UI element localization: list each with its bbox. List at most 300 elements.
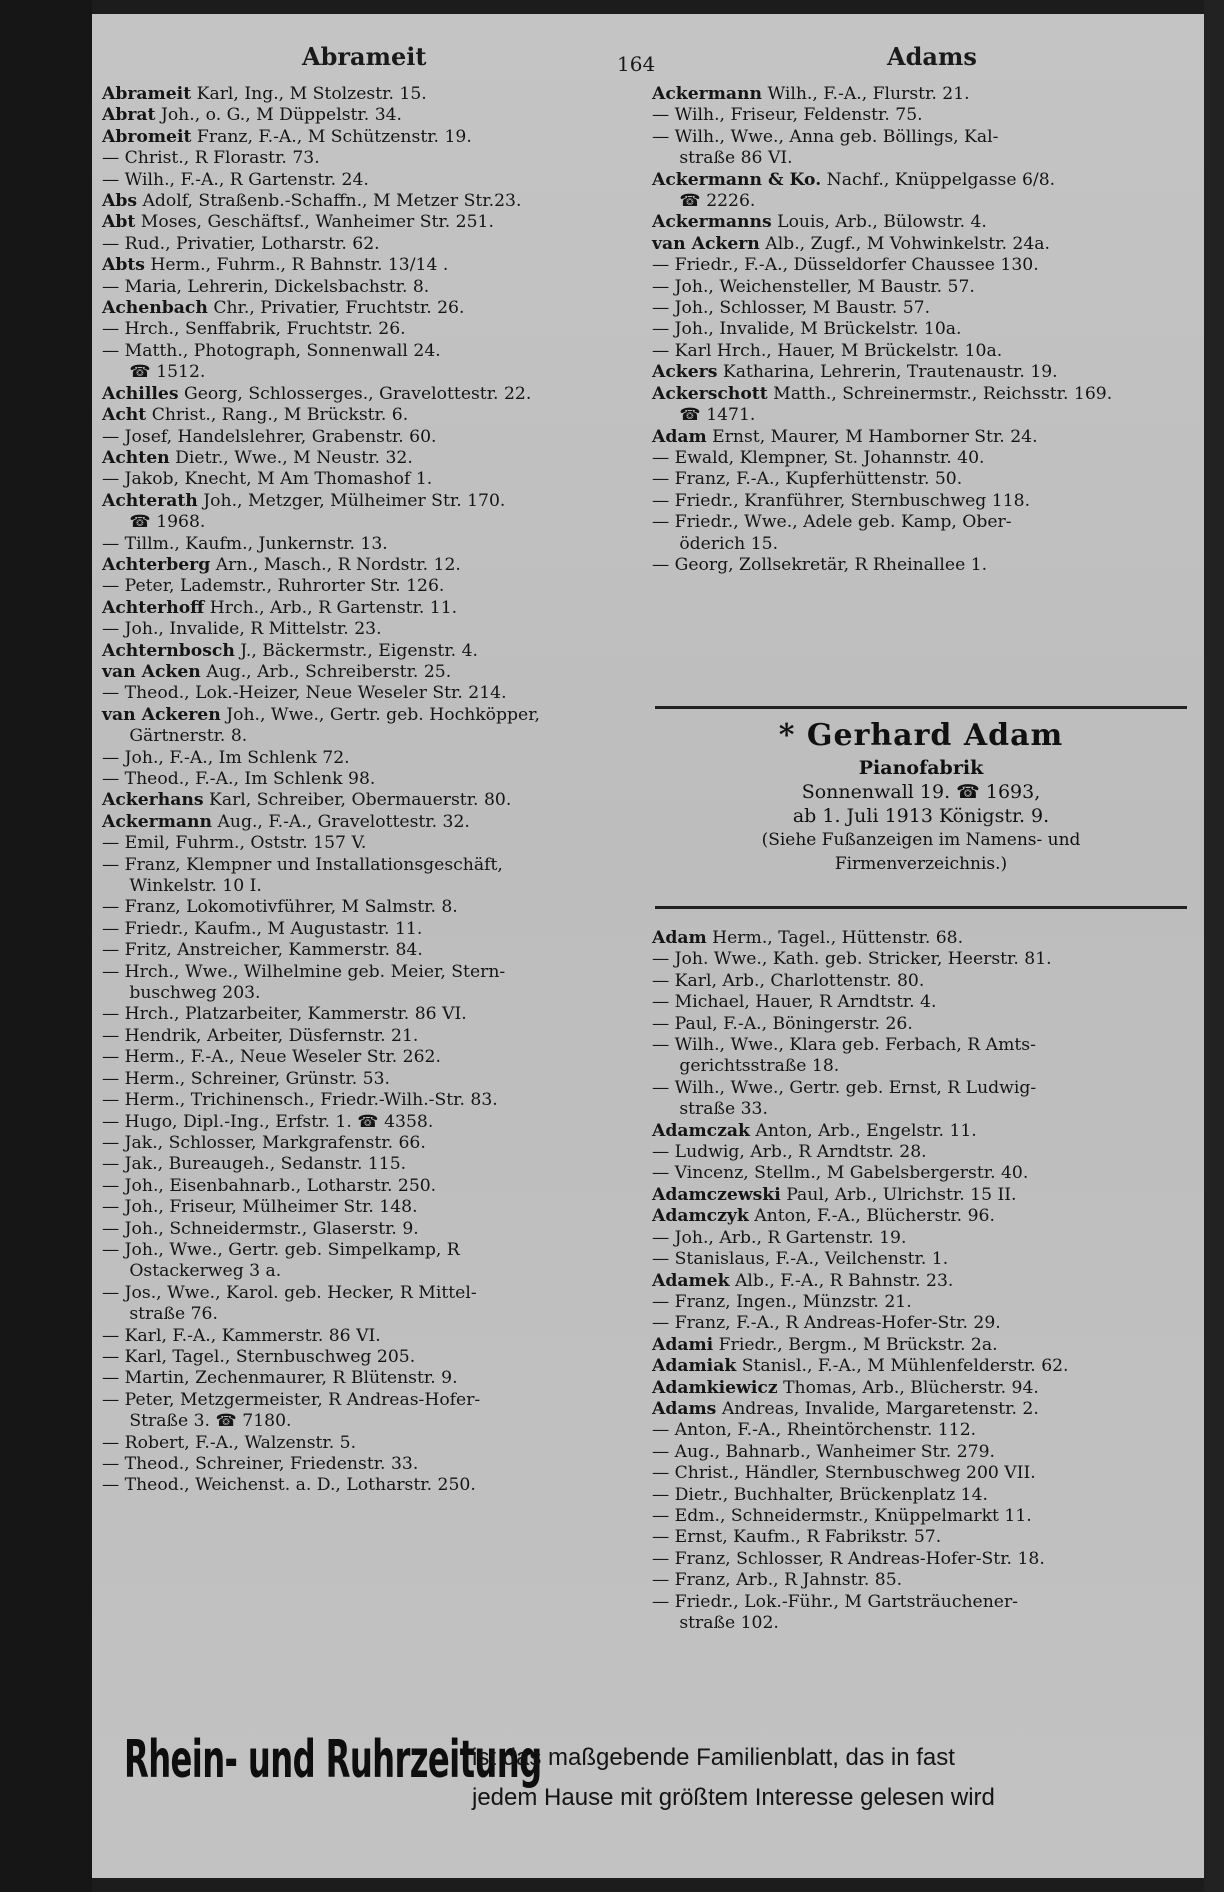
- entry-details: — Friedr., F.-A., Düsseldorfer Chaussee 130.: [652, 255, 1039, 276]
- directory-entry: [102, 1347, 642, 1368]
- directory-entry: [652, 1592, 1197, 1613]
- entry-details: — Karl, F.-A., Kammerstr. 86 VI.: [102, 1325, 381, 1346]
- directory-entry: [652, 255, 1197, 276]
- directory-entry: [652, 971, 1197, 992]
- directory-entry: [652, 1613, 1197, 1634]
- directory-entry: [652, 277, 1197, 298]
- entry-details: Aug., Arb., Schreiberstr. 25.: [200, 661, 452, 682]
- directory-entry: [652, 1099, 1197, 1120]
- entry-surname: van Ackeren: [102, 704, 221, 725]
- entry-details: — Franz, F.-A., Kupferhüttenstr. 50.: [652, 469, 963, 490]
- entry-details: — Rud., Privatier, Lotharstr. 62.: [102, 233, 380, 254]
- directory-entry: [652, 1035, 1197, 1056]
- entry-details: Aug., F.-A., Gravelottestr. 32.: [212, 811, 470, 832]
- directory-entry: [102, 491, 642, 512]
- entry-surname: Adami: [652, 1334, 714, 1355]
- directory-entry: [102, 469, 642, 490]
- directory-entry: [102, 1390, 642, 1411]
- entry-details: Friedr., Bergm., M Brückstr. 2a.: [713, 1334, 998, 1355]
- directory-entry: [102, 319, 642, 340]
- directory-entry: [102, 641, 642, 662]
- directory-entry: [652, 234, 1197, 255]
- entry-details: ☎ 1512.: [102, 362, 206, 383]
- entry-details: — Herm., F.-A., Neue Weseler Str. 262.: [102, 1047, 441, 1068]
- directory-entry: [102, 448, 642, 469]
- entry-surname: van Acken: [102, 661, 201, 682]
- entry-details: Anton, F.-A., Blücherstr. 96.: [748, 1206, 995, 1227]
- directory-entry: [102, 555, 642, 576]
- entry-details: Gärtnerstr. 8.: [102, 726, 248, 747]
- directory-entry: [102, 876, 642, 897]
- directory-entry: [102, 1197, 642, 1218]
- entry-details: Wilh., F.-A., Flurstr. 21.: [762, 84, 970, 104]
- entry-details: — Matth., Photograph, Sonnenwall 24.: [102, 340, 441, 361]
- directory-entry: [102, 277, 642, 298]
- entry-details: — Josef, Handelslehrer, Grabenstr. 60.: [102, 426, 437, 447]
- directory-entry: [102, 1283, 642, 1304]
- entry-details: — Joh., Wwe., Gertr. geb. Simpelkamp, R: [102, 1239, 460, 1260]
- directory-entry: [102, 855, 642, 876]
- advert-address-2: ab 1. Juli 1913 Königstr. 9.: [792, 805, 1050, 827]
- header-left: Abrameit: [302, 42, 427, 71]
- directory-entry: [102, 1069, 642, 1090]
- entry-details: — Joh., Schlosser, M Baustr. 57.: [652, 298, 931, 319]
- directory-entry: [652, 298, 1197, 319]
- page-number: 164: [617, 52, 656, 76]
- entry-details: — Ludwig, Arb., R Arndtstr. 28.: [652, 1142, 927, 1163]
- directory-entry: [102, 1219, 642, 1240]
- entry-details: — Joh., Weichensteller, M Baustr. 57.: [652, 276, 975, 297]
- entry-details: — Aug., Bahnarb., Wanheimer Str. 279.: [652, 1441, 995, 1462]
- entry-details: — Hendrik, Arbeiter, Düsfernstr. 21.: [102, 1025, 419, 1046]
- entry-details: Moses, Geschäftsf., Wanheimer Str. 251.: [135, 212, 494, 233]
- advert-note-2: Firmenverzeichnis.): [834, 854, 1008, 874]
- entry-details: Karl, Schreiber, Obermauerstr. 80.: [203, 790, 512, 811]
- directory-entry: [652, 1506, 1197, 1527]
- directory-entry: [102, 897, 642, 918]
- entry-details: Winkelstr. 10 I.: [102, 876, 262, 897]
- entry-details: — Martin, Zechenmaurer, R Blütenstr. 9.: [102, 1368, 458, 1389]
- entry-details: — Georg, Zollsekretär, R Rheinallee 1.: [652, 554, 988, 575]
- entry-details: öderich 15.: [652, 533, 779, 554]
- entry-details: — Karl, Arb., Charlottenstr. 80.: [652, 970, 925, 991]
- directory-entry: [652, 1185, 1197, 1206]
- directory-entry: [652, 384, 1197, 405]
- entry-details: Christ., Rang., M Brückstr. 6.: [146, 405, 409, 426]
- directory-entry: [652, 512, 1197, 533]
- entry-details: — Hugo, Dipl.-Ing., Erfstr. 1. ☎ 4358.: [102, 1111, 434, 1132]
- entry-surname: Ackers: [652, 362, 718, 383]
- directory-entry: [102, 1154, 642, 1175]
- entry-surname: Adamek: [652, 1270, 730, 1291]
- advert-title: [655, 718, 1187, 753]
- entry-details: J., Bäckermstr., Eigenstr. 4.: [234, 640, 478, 661]
- directory-entry: [652, 1485, 1197, 1506]
- directory-entry: [652, 405, 1197, 426]
- entry-details: — Franz, Ingen., Münzstr. 21.: [652, 1291, 912, 1312]
- scan-border-left: [0, 0, 92, 1892]
- entry-details: — Herm., Trichinensch., Friedr.-Wilh.-Str. 83.: [102, 1090, 498, 1111]
- entry-details: — Ewald, Klempner, St. Johannstr. 40.: [652, 447, 985, 468]
- directory-entry: [102, 1133, 642, 1154]
- entry-details: Andreas, Invalide, Margaretenstr. 2.: [716, 1398, 1039, 1419]
- entry-surname: Ackerschott: [652, 383, 768, 404]
- entry-details: — Paul, F.-A., Böningerstr. 26.: [652, 1013, 913, 1034]
- directory-entry: [652, 1121, 1197, 1142]
- entry-details: — Franz, Lokomotivführer, M Salmstr. 8.: [102, 897, 458, 918]
- directory-entry: [102, 1326, 642, 1347]
- directory-entry: [652, 84, 1197, 105]
- advert-rule-bottom: [655, 906, 1187, 909]
- directory-entry: [652, 1399, 1197, 1420]
- directory-entry: [102, 576, 642, 597]
- footer-line-1: ist das maßgebende Familienblatt, das in fast: [472, 1744, 955, 1771]
- directory-entry: [652, 148, 1197, 169]
- entry-details: — Fritz, Anstreicher, Kammerstr. 84.: [102, 940, 423, 961]
- entry-details: Herm., Tagel., Hüttenstr. 68.: [706, 928, 964, 948]
- entry-details: straße 102.: [652, 1613, 779, 1633]
- entry-details: Dietr., Wwe., M Neustr. 32.: [169, 447, 413, 468]
- entry-details: Joh., Metzger, Mülheimer Str. 170.: [197, 490, 506, 511]
- footer-advert: [92, 1722, 1204, 1842]
- directory-entry: [652, 319, 1197, 340]
- directory-entry: [102, 255, 642, 276]
- directory-entry: [102, 598, 642, 619]
- directory-entry: [652, 341, 1197, 362]
- entry-surname: Acht: [102, 405, 147, 426]
- entry-surname: Abt: [102, 212, 136, 233]
- directory-entry: [102, 1411, 642, 1432]
- entry-details: Straße 3. ☎ 7180.: [102, 1411, 292, 1432]
- entry-details: — Wilh., Friseur, Feldenstr. 75.: [652, 105, 923, 126]
- advert-rule-top: [655, 706, 1187, 709]
- entry-details: — Jakob, Knecht, M Am Thomashof 1.: [102, 469, 433, 490]
- entry-details: — Joh., Friseur, Mülheimer Str. 148.: [102, 1197, 418, 1218]
- entry-details: — Franz, Arb., R Jahnstr. 85.: [652, 1570, 903, 1591]
- entry-details: — Franz, Klempner und Installationsgeschäft,: [102, 854, 503, 875]
- entry-surname: Achternbosch: [102, 640, 235, 661]
- entry-details: — Tillm., Kaufm., Junkernstr. 13.: [102, 533, 388, 554]
- entry-details: Chr., Privatier, Fruchtstr. 26.: [207, 298, 465, 319]
- directory-entry: [652, 1078, 1197, 1099]
- entry-details: straße 86 VI.: [652, 148, 793, 169]
- entry-details: Joh., Wwe., Gertr. geb. Hochköpper,: [220, 704, 540, 725]
- entry-details: ☎ 1471.: [652, 405, 756, 426]
- entry-details: straße 33.: [652, 1099, 768, 1120]
- directory-entry: [102, 683, 642, 704]
- entry-details: Matth., Schreinermstr., Reichsstr. 169.: [767, 383, 1113, 404]
- advert-note-1: (Siehe Fußanzeigen im Namens- und: [761, 830, 1081, 850]
- directory-entry: [102, 148, 642, 169]
- entry-details: Nachf., Knüppelgasse 6/8.: [821, 169, 1056, 190]
- directory-entry: [102, 234, 642, 255]
- directory-entry: [652, 105, 1197, 126]
- directory-entry: [652, 1356, 1197, 1377]
- entry-details: — Michael, Hauer, R Arndtstr. 4.: [652, 992, 937, 1013]
- entry-details: — Peter, Lademstr., Ruhrorter Str. 126.: [102, 576, 445, 597]
- entry-details: — Edm., Schneidermstr., Knüppelmarkt 11.: [652, 1505, 1032, 1526]
- directory-entry: [652, 469, 1197, 490]
- entry-details: — Wilh., F.-A., R Gartenstr. 24.: [102, 169, 369, 190]
- entry-details: — Jos., Wwe., Karol. geb. Hecker, R Mittel-: [102, 1282, 477, 1303]
- directory-entry: [652, 491, 1197, 512]
- entry-details: Arn., Masch., R Nordstr. 12.: [210, 554, 461, 575]
- directory-entry: [652, 1463, 1197, 1484]
- directory-entry: [652, 1442, 1197, 1463]
- directory-entry: [652, 1206, 1197, 1227]
- entry-details: Paul, Arb., Ulrichstr. 15 II.: [780, 1184, 1017, 1205]
- directory-page: [92, 14, 1204, 1878]
- directory-entry: [652, 127, 1197, 148]
- directory-entry: [102, 1368, 642, 1389]
- entry-details: — Joh., Invalide, R Mittelstr. 23.: [102, 619, 382, 640]
- directory-entry: [652, 1228, 1197, 1249]
- directory-entry: [102, 790, 642, 811]
- newspaper-logo: Rhein- und Ruhrzeitung: [124, 1730, 542, 1790]
- entry-details: — Friedr., Wwe., Adele geb. Kamp, Ober-: [652, 512, 1012, 533]
- entry-surname: Abts: [102, 255, 145, 276]
- entry-surname: Achten: [102, 447, 170, 468]
- entry-details: — Wilh., Wwe., Gertr. geb. Ernst, R Ludwig-: [652, 1077, 1037, 1098]
- directory-entry: [652, 170, 1197, 191]
- directory-entry: [102, 962, 642, 983]
- scan-border-right: [1204, 0, 1224, 1892]
- directory-entry: [652, 1570, 1197, 1591]
- entry-surname: Adam: [652, 426, 707, 447]
- directory-entry: [102, 1026, 642, 1047]
- entry-details: Ernst, Maurer, M Hamborner Str. 24.: [706, 426, 1038, 447]
- directory-entry: [102, 427, 642, 448]
- advert-name: Gerhard Adam: [806, 718, 1064, 753]
- directory-entry: [102, 748, 642, 769]
- entry-details: Joh., o. G., M Düppelstr. 34.: [155, 105, 403, 126]
- directory-entry: [102, 362, 642, 383]
- entry-details: — Joh., F.-A., Im Schlenk 72.: [102, 747, 350, 768]
- entry-details: Thomas, Arb., Blücherstr. 94.: [777, 1377, 1039, 1398]
- entry-details: buschweg 203.: [102, 983, 261, 1004]
- entry-surname: Adams: [652, 1398, 717, 1419]
- directory-entry: [652, 1249, 1197, 1270]
- directory-entry: [102, 1240, 642, 1261]
- entry-details: — Jak., Bureaugeh., Sedanstr. 115.: [102, 1154, 407, 1175]
- directory-entry: [652, 1527, 1197, 1548]
- entry-details: — Christ., R Florastr. 73.: [102, 148, 320, 169]
- entry-surname: Adamczak: [652, 1120, 750, 1141]
- entry-details: Alb., Zugf., M Vohwinkelstr. 24a.: [759, 233, 1050, 254]
- directory-entry: [652, 1378, 1197, 1399]
- advert-business: Pianofabrik: [858, 757, 984, 779]
- entry-surname: Ackermann & Ko.: [652, 169, 822, 190]
- entry-details: Georg, Schlosserges., Gravelottestr. 22.: [178, 383, 532, 404]
- directory-entry: [102, 512, 642, 533]
- entry-details: — Jak., Schlosser, Markgrafenstr. 66.: [102, 1132, 426, 1153]
- directory-entry: [652, 928, 1197, 949]
- directory-entry: [102, 662, 642, 683]
- entry-details: — Joh., Arb., R Gartenstr. 19.: [652, 1227, 907, 1248]
- directory-entry: [652, 1142, 1197, 1163]
- entry-details: Louis, Arb., Bülowstr. 4.: [771, 212, 987, 233]
- entry-details: — Friedr., Lok.-Führ., M Gartsträuchener-: [652, 1591, 1018, 1612]
- entry-details: — Karl, Tagel., Sternbuschweg 205.: [102, 1346, 416, 1367]
- directory-entry: [652, 1313, 1197, 1334]
- entry-details: gerichtsstraße 18.: [652, 1056, 840, 1077]
- entry-surname: Adamiak: [652, 1356, 737, 1377]
- footer-line-2: jedem Hause mit größtem Interesse gelesen wird: [472, 1784, 995, 1811]
- entry-surname: Abromeit: [102, 126, 192, 147]
- entry-details: — Theod., Lok.-Heizer, Neue Weseler Str. 214.: [102, 683, 507, 704]
- right-column-bottom: [652, 928, 1197, 1634]
- entry-details: Karl, Ing., M Stolzestr. 15.: [191, 84, 427, 104]
- entry-surname: Adamczewski: [652, 1184, 781, 1205]
- entry-details: Ostackerweg 3 a.: [102, 1261, 282, 1282]
- directory-entry: [102, 1433, 642, 1454]
- entry-details: — Joh. Wwe., Kath. geb. Stricker, Heerstr. 81.: [652, 949, 1052, 970]
- entry-details: straße 76.: [102, 1304, 218, 1325]
- entry-details: — Ernst, Kaufm., R Fabrikstr. 57.: [652, 1527, 942, 1548]
- directory-entry: [102, 105, 642, 126]
- entry-details: — Christ., Händler, Sternbuschweg 200 VII.: [652, 1463, 1036, 1484]
- directory-entry: [102, 1090, 642, 1111]
- directory-entry: [652, 1420, 1197, 1441]
- directory-entry: [652, 1549, 1197, 1570]
- entry-surname: Achterhoff: [102, 597, 205, 618]
- directory-entry: [102, 341, 642, 362]
- directory-entry: [652, 949, 1197, 970]
- entry-details: Herm., Fuhrm., R Bahnstr. 13/14 .: [144, 255, 449, 276]
- entry-surname: Ackermanns: [652, 212, 772, 233]
- advert-address-1: Sonnenwall 19. ☎ 1693,: [801, 781, 1041, 803]
- entry-details: — Friedr., Kranführer, Sternbuschweg 118.: [652, 490, 1031, 511]
- entry-details: Franz, F.-A., M Schützenstr. 19.: [191, 126, 472, 147]
- entry-details: — Stanislaus, F.-A., Veilchenstr. 1.: [652, 1249, 949, 1270]
- entry-details: — Hrch., Senffabrik, Fruchtstr. 26.: [102, 319, 406, 340]
- entry-details: — Robert, F.-A., Walzenstr. 5.: [102, 1432, 357, 1453]
- right-column-top: [652, 84, 1197, 576]
- entry-details: — Hrch., Wwe., Wilhelmine geb. Meier, Stern-: [102, 961, 506, 982]
- directory-entry: [102, 983, 642, 1004]
- entry-surname: Achterberg: [102, 554, 211, 575]
- entry-surname: van Ackern: [652, 233, 760, 254]
- entry-details: Anton, Arb., Engelstr. 11.: [749, 1120, 977, 1141]
- directory-entry: [102, 405, 642, 426]
- directory-entry: [102, 84, 642, 105]
- entry-surname: Adamkiewicz: [652, 1377, 778, 1398]
- entry-details: — Joh., Invalide, M Brückelstr. 10a.: [652, 319, 962, 340]
- entry-details: — Herm., Schreiner, Grünstr. 53.: [102, 1068, 390, 1089]
- directory-entry: [102, 298, 642, 319]
- directory-entry: [102, 1475, 642, 1496]
- directory-entry: [102, 940, 642, 961]
- entry-details: ☎ 1968.: [102, 512, 206, 533]
- directory-entry: [652, 448, 1197, 469]
- entry-details: — Wilh., Wwe., Klara geb. Ferbach, R Amts-: [652, 1035, 1036, 1056]
- directory-entry: [102, 919, 642, 940]
- directory-entry: [102, 1304, 642, 1325]
- entry-details: Adolf, Straßenb.-Schaffn., M Metzer Str.23.: [137, 191, 522, 212]
- entry-surname: Ackerhans: [102, 790, 204, 811]
- entry-surname: Ackermann: [652, 84, 763, 104]
- directory-entry: [652, 362, 1197, 383]
- directory-entry: [102, 170, 642, 191]
- directory-entry: [652, 427, 1197, 448]
- directory-entry: [652, 534, 1197, 555]
- entry-details: — Friedr., Kaufm., M Augustastr. 11.: [102, 918, 423, 939]
- entry-details: — Franz, Schlosser, R Andreas-Hofer-Str. 18.: [652, 1548, 1045, 1569]
- entry-details: Hrch., Arb., R Gartenstr. 11.: [204, 597, 458, 618]
- directory-entry: [652, 1271, 1197, 1292]
- directory-entry: [652, 992, 1197, 1013]
- entry-details: — Joh., Schneidermstr., Glaserstr. 9.: [102, 1218, 419, 1239]
- entry-surname: Achenbach: [102, 298, 208, 319]
- directory-entry: [102, 1176, 642, 1197]
- directory-entry: [102, 1261, 642, 1282]
- advert-star: *: [778, 718, 796, 753]
- entry-surname: Adam: [652, 928, 707, 948]
- entry-details: — Emil, Fuhrm., Oststr. 157 V.: [102, 833, 367, 854]
- directory-entry: [102, 212, 642, 233]
- entry-details: — Theod., Weichenst. a. D., Lotharstr. 250.: [102, 1475, 476, 1496]
- entry-surname: Abrameit: [102, 84, 192, 104]
- entry-surname: Achilles: [102, 383, 179, 404]
- directory-entry: [102, 1047, 642, 1068]
- entry-details: — Maria, Lehrerin, Dickelsbachstr. 8.: [102, 276, 430, 297]
- entry-details: — Theod., Schreiner, Friedenstr. 33.: [102, 1454, 419, 1474]
- directory-entry: [102, 705, 642, 726]
- directory-entry: [652, 555, 1197, 576]
- entry-surname: Abs: [102, 191, 138, 212]
- header-right: Adams: [887, 42, 977, 71]
- entry-details: Stanisl., F.-A., M Mühlenfelderstr. 62.: [736, 1356, 1069, 1377]
- directory-entry: [102, 534, 642, 555]
- advert-box: [655, 712, 1187, 898]
- directory-entry: [652, 1163, 1197, 1184]
- entry-details: — Anton, F.-A., Rheintörchenstr. 112.: [652, 1420, 977, 1441]
- directory-entry: [102, 384, 642, 405]
- directory-entry: [102, 1112, 642, 1133]
- directory-entry: [652, 1335, 1197, 1356]
- entry-surname: Ackermann: [102, 811, 213, 832]
- directory-entry: [102, 769, 642, 790]
- directory-entry: [652, 212, 1197, 233]
- entry-surname: Achterath: [102, 490, 198, 511]
- directory-entry: [102, 833, 642, 854]
- entry-details: — Wilh., Wwe., Anna geb. Böllings, Kal-: [652, 126, 999, 147]
- entry-details: — Theod., F.-A., Im Schlenk 98.: [102, 769, 376, 789]
- entry-details: — Hrch., Platzarbeiter, Kammerstr. 86 VI.: [102, 1004, 467, 1025]
- entry-details: — Joh., Eisenbahnarb., Lotharstr. 250.: [102, 1175, 437, 1196]
- entry-details: — Karl Hrch., Hauer, M Brückelstr. 10a.: [652, 340, 1003, 361]
- entry-surname: Adamczyk: [652, 1206, 749, 1227]
- directory-entry: [652, 1292, 1197, 1313]
- entry-details: — Franz, F.-A., R Andreas-Hofer-Str. 29.: [652, 1313, 1001, 1334]
- directory-entry: [102, 127, 642, 148]
- directory-entry: [102, 1004, 642, 1025]
- entry-details: Alb., F.-A., R Bahnstr. 23.: [729, 1270, 954, 1291]
- directory-entry: [102, 191, 642, 212]
- directory-entry: [102, 812, 642, 833]
- left-column: [102, 84, 642, 1497]
- directory-entry: [102, 726, 642, 747]
- entry-details: — Peter, Metzgermeister, R Andreas-Hofer-: [102, 1389, 481, 1410]
- entry-details: ☎ 2226.: [652, 191, 756, 212]
- entry-surname: Abrat: [102, 105, 156, 126]
- entry-details: — Vincenz, Stellm., M Gabelsbergerstr. 40.: [652, 1163, 1029, 1184]
- entry-details: Katharina, Lehrerin, Trautenaustr. 19.: [717, 362, 1058, 383]
- entry-details: — Dietr., Buchhalter, Brückenplatz 14.: [652, 1484, 988, 1505]
- directory-entry: [102, 619, 642, 640]
- directory-entry: [652, 1014, 1197, 1035]
- directory-entry: [102, 1454, 642, 1475]
